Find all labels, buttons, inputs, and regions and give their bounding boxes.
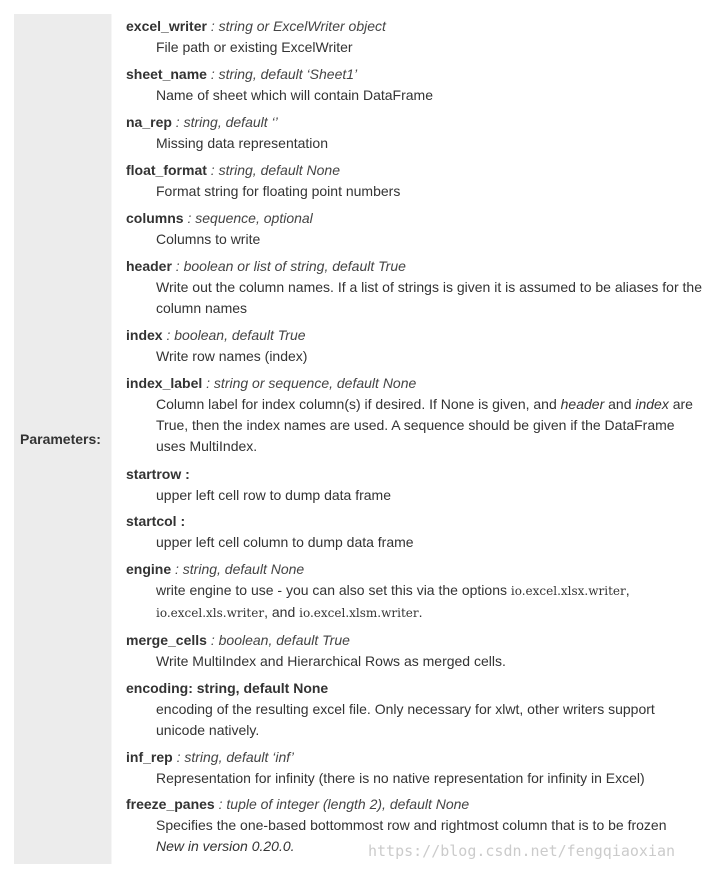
param-description: Write row names (index) [156,348,308,364]
param-columns [126,208,702,250]
param-inf-rep [126,747,702,789]
param-name: index_label [126,375,203,391]
param-index-label [126,373,702,457]
param-type: : sequence, optional [183,210,313,226]
param-type: : [176,513,186,529]
param-name: startcol [126,513,177,529]
param-type: : string, default ‘’ [171,114,278,130]
parameters-list [112,14,706,864]
param-name: startrow [126,466,182,482]
param-name: engine [126,561,172,577]
param-description: write engine to use - you can also set this via the options io.excel.xlsx.writer, io.excel.xls.writer, and io.excel.xlsm.writer. [156,582,630,620]
param-name: header [126,258,172,274]
param-float-format [126,160,702,202]
param-name: merge_cells [126,632,207,648]
param-name: index [126,327,163,343]
param-type: : string, default None [171,561,305,577]
param-type: : string, default None [206,162,340,178]
param-description: upper left cell column to dump data frame [156,534,414,550]
param-name: sheet_name [126,66,207,82]
param-name: columns [126,210,184,226]
param-name: na_rep [126,114,172,130]
param-startcol [126,511,702,553]
param-type: : [181,466,190,482]
version-note: New in version 0.20.0. [156,838,295,854]
param-description: Write MultiIndex and Hierarchical Rows as merged cells. [156,653,506,669]
param-type: : boolean, default True [162,327,306,343]
watermark-url: https://blog.csdn.net/fengqiaoxian [368,842,676,860]
parameters-label: Parameters: [20,431,101,447]
param-name: float_format [126,162,207,178]
param-sheet-name [126,64,702,106]
param-description: Columns to write [156,231,261,247]
param-description: upper left cell row to dump data frame [156,487,392,503]
param-type: : string or sequence, default None [202,375,417,391]
param-type: : string, default ‘inf’ [172,749,294,765]
param-engine [126,559,702,624]
param-name: excel_writer [126,18,207,34]
param-type: : boolean or list of string, default True [171,258,406,274]
param-description: Specifies the one-based bottommost row and rightmost column that is to be frozen [156,817,667,833]
parameters-table [14,14,706,864]
param-type: : string or ExcelWriter object [206,18,386,34]
param-encoding [126,678,702,741]
param-na-rep [126,112,702,154]
param-index [126,325,702,367]
param-type: : tuple of integer (length 2), default None [214,796,470,812]
param-description: Missing data representation [156,135,328,151]
parameters-label-cell [14,14,111,864]
param-description: Format string for floating point numbers [156,183,401,199]
param-description: Write out the column names. If a list of strings is given it is assumed to be aliases for the column names [156,279,702,316]
param-description: encoding of the resulting excel file. Only necessary for xlwt, other writers support unicode natively. [156,701,655,738]
option-code: io.excel.xls.writer [156,606,265,620]
param-description: File path or existing ExcelWriter [156,39,353,55]
param-description: Name of sheet which will contain DataFrame [156,87,434,103]
param-startrow [126,464,702,506]
param-merge-cells [126,630,702,672]
param-description: Column label for index column(s) if desired. If None is given, and header and index are True, then the index names are used. A sequence should be given if the DataFrame uses MultiIndex. [156,396,693,454]
param-name: freeze_panes [126,796,215,812]
param-description: Representation for infinity (there is no native representation for infinity in Excel) [156,770,645,786]
param-header [126,256,702,319]
param-name: inf_rep [126,749,173,765]
param-excel-writer [126,16,702,58]
option-code: io.excel.xlsx.writer [510,584,626,598]
param-type: : string, default ‘Sheet1’ [206,66,358,82]
param-type: : boolean, default True [206,632,350,648]
option-code: io.excel.xlsm.writer [299,606,419,620]
param-name: encoding: string, default None [126,680,329,696]
